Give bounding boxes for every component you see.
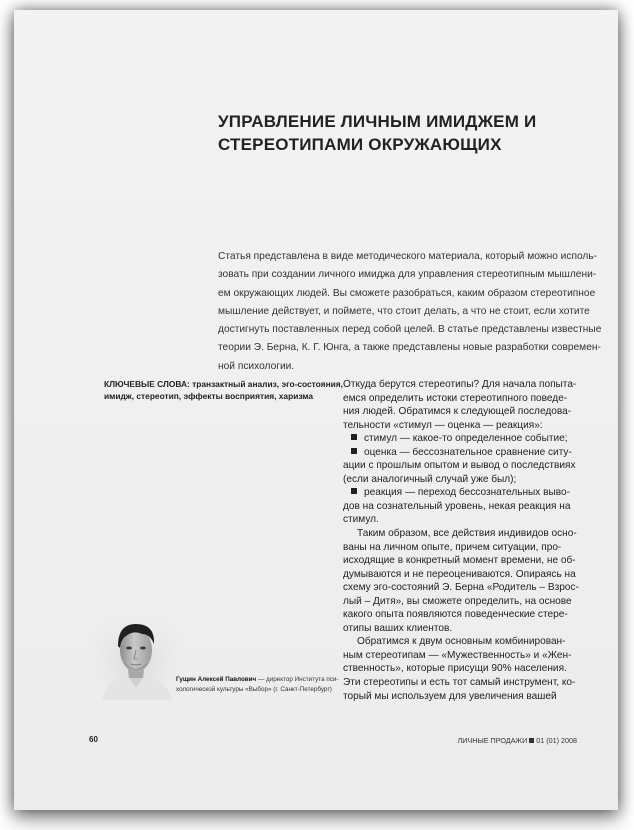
body-line: тельности «стимул — оценка — реакция»: bbox=[343, 419, 543, 431]
body-line: Обратимся к двум основным комбинирован- bbox=[357, 636, 566, 648]
body-line: стимул. bbox=[343, 514, 379, 526]
square-bullet-icon bbox=[351, 448, 357, 454]
body-line: лый – Дитя», вы сможете определить, на основе bbox=[343, 595, 572, 607]
body-line: ным стереотипам — «Мужественность» и «Жен- bbox=[343, 649, 572, 661]
abstract-line: достигнуть поставленных перед собой целей. В статье представлены известные bbox=[218, 324, 602, 336]
title-line-1: УПРАВЛЕНИЕ ЛИЧНЫМ ИМИДЖЕМ И bbox=[218, 112, 537, 131]
bullet-item: оценка — бессознательное сравнение ситу- bbox=[343, 446, 605, 460]
abstract-line: зовать при создании личного имиджа для управления стереотипным мышлени- bbox=[218, 269, 597, 281]
abstract-line: ем окружающих людей. Вы сможете разобраться, каким образом стереотипное bbox=[218, 287, 596, 299]
body-line: (если аналогичный случай уже был); bbox=[343, 473, 517, 485]
title-line-2: СТЕРЕОТИПАМИ ОКРУЖАЮЩИХ bbox=[218, 135, 502, 154]
body-line: Таким образом, все действия индивидов осно- bbox=[357, 528, 577, 540]
author-caption bbox=[176, 675, 339, 694]
article-body bbox=[343, 378, 605, 703]
running-footer bbox=[458, 736, 577, 745]
author-name: Гущин Алексей Павлович bbox=[176, 676, 257, 683]
author-line-2: хологической культуры «Выбор» (г. Санкт-Петербург) bbox=[176, 685, 332, 693]
bullet-item: стимул — какое-то определенное событие; bbox=[343, 432, 605, 446]
abstract-line: теории Э. Берна, К. Г. Юнга, а также представлены новые разработки современ- bbox=[218, 342, 601, 354]
square-bullet-icon bbox=[351, 434, 357, 440]
article-title bbox=[218, 110, 558, 156]
abstract-line: ной психологии. bbox=[218, 360, 295, 372]
issue-number: 01 (01) 2008 bbox=[536, 736, 577, 745]
body-line: какого опыта появляются поведенческие стере- bbox=[343, 609, 568, 621]
body-line: ваны на личном опыте, причем ситуации, про- bbox=[343, 541, 562, 553]
body-line: дов на сознательный уровень, некая реакция на bbox=[343, 500, 571, 512]
article-abstract bbox=[218, 248, 602, 376]
body-line: исходящие в конкретный момент времени, не об- bbox=[343, 555, 576, 567]
page-number: 60 bbox=[89, 735, 98, 744]
bullet-item: реакция — переход бессознательных выво- bbox=[343, 486, 605, 500]
keywords-block bbox=[104, 379, 343, 402]
abstract-line: Статья представлена в виде методического материала, который можно исполь- bbox=[218, 251, 598, 262]
abstract-line: мышление действует, и поймете, что стоит делать, а что не стоит, если хотите bbox=[218, 305, 590, 317]
body-line: схему эго-состояний Э. Берна «Родитель – Взрос- bbox=[343, 582, 579, 594]
keywords-line: имидж, стереотип, эффекты восприятия, харизма bbox=[104, 390, 314, 401]
body-line: ственность», которые присущи 90% населения. bbox=[343, 663, 567, 675]
body-line: емся определить истоки стереотипного поведе- bbox=[343, 392, 568, 404]
square-separator-icon bbox=[529, 738, 534, 743]
document-page bbox=[14, 10, 618, 810]
body-line: ния людей. Обратимся к следующей последова- bbox=[343, 406, 572, 418]
keywords-line: КЛЮЧЕВЫЕ СЛОВА: трaнзактный анализ, эго-состояния, bbox=[104, 379, 343, 389]
body-line: Эти стереотипы и есть тот самый инструмент, ко- bbox=[343, 677, 576, 689]
body-line: Откуда берутся стереотипы? Для начала попыта- bbox=[343, 379, 577, 390]
body-line: думываются и не переоцениваются. Опираясь на bbox=[343, 568, 576, 580]
body-line: отипы ваших клиентов. bbox=[343, 622, 453, 634]
magazine-name: ЛИЧНЫЕ ПРОДАЖИ bbox=[457, 736, 528, 745]
body-line: торый мы используем для увеличения вашей bbox=[343, 690, 557, 702]
author-role: — директор Института пси- bbox=[256, 676, 339, 683]
body-line: ации с прошлым опытом и вывод о последствиях bbox=[343, 460, 576, 472]
author-photo bbox=[88, 612, 184, 700]
author-line-1 bbox=[176, 675, 339, 685]
square-bullet-icon bbox=[351, 488, 357, 494]
